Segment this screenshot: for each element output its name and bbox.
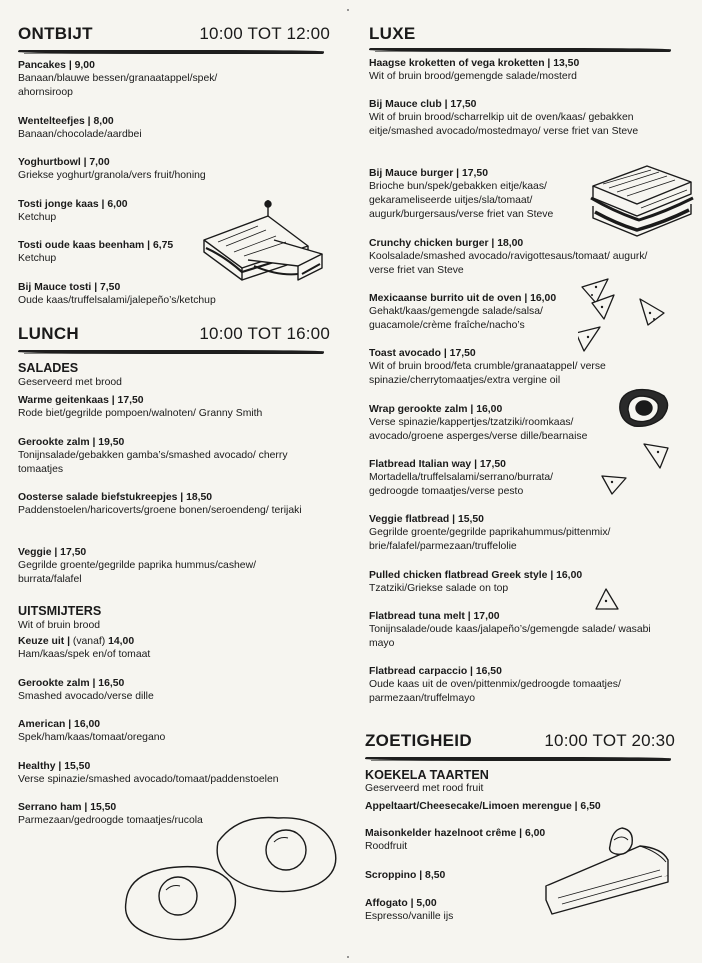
item-name: Appeltaart/Cheesecake/Limoen merengue | 6,50	[365, 801, 601, 812]
fried-eggs-icon	[118, 812, 346, 948]
item-name: Flatbread tuna melt | 17,00	[369, 611, 500, 622]
item-desc: Parmezaan/gedroogde tomaatjes/rucola	[18, 815, 203, 826]
menu-item	[369, 610, 684, 651]
item-name: Bij Mauce club | 17,50	[369, 99, 477, 110]
menu-item	[18, 436, 330, 477]
item-desc: Tzatziki/Griekse salade on top	[369, 583, 509, 594]
item-desc: Banaan/blauwe bessen/granaatappel/spek/ ahornsiroop	[18, 73, 218, 98]
item-desc: Koolsalade/smashed avocado/ravigottesaus/tomaat/ augurk/ verse friet van Steve	[369, 251, 648, 276]
menu-item-keuze	[18, 635, 330, 662]
item-name: Wrap gerookte zalm | 16,00	[369, 404, 503, 415]
zoetigheid-title: ZOETIGHEID	[365, 731, 472, 750]
keuze-label: Keuze uit |	[18, 636, 70, 647]
item-name: Serrano ham | 15,50	[18, 802, 117, 813]
luxe-divider	[369, 48, 671, 52]
item-name: Wentelteefjes | 8,00	[18, 116, 114, 127]
item-desc: Verse spinazie/kappertjes/tzatziki/roomkaas/ avocado/groene asperges/verse dille/bearnaise	[369, 417, 588, 442]
zoetigheid-time: 10:00 TOT 20:30	[544, 731, 675, 750]
item-desc: Smashed avocado/verse dille	[18, 691, 154, 702]
item-desc: Wit of bruin brood/feta crumble/granaatappel/ verse spinazie/cherrytomaatjes/extra vergine oil	[369, 361, 606, 386]
item-desc: Brioche bun/spek/gebakken eitje/kaas/ gekarameliseerde uitjes/sla/tomaat/ augurk/burgersaus/verse friet van Steve	[369, 181, 554, 220]
menu-item	[369, 665, 684, 706]
item-name: Mexicaanse burrito uit de oven | 16,00	[369, 293, 557, 304]
koekela-title: KOEKELA TAARTEN	[365, 768, 489, 782]
menu-item	[369, 513, 684, 554]
item-name: Toast avocado | 17,50	[369, 348, 476, 359]
menu-item	[18, 59, 330, 100]
item-desc: Wit of bruin brood/gemengde salade/mosterd	[369, 71, 577, 82]
luxe-title: LUXE	[369, 24, 416, 43]
item-name: Scroppino | 8,50	[365, 870, 446, 881]
item-desc: Ham/kaas/spek en/of tomaat	[18, 649, 151, 660]
item-name: Healthy | 15,50	[18, 761, 91, 772]
item-name: American | 16,00	[18, 719, 101, 730]
item-desc: Mortadella/truffelsalami/serrano/burrata/ gedroogde tomaatjes/verse pesto	[369, 472, 554, 497]
keuze-vanaf: (vanaf)	[69, 636, 109, 647]
item-name: Affogato | 5,00	[365, 898, 437, 909]
lunch-header	[18, 324, 330, 344]
crop-mark	[347, 9, 349, 11]
ontbijt-header	[18, 24, 330, 44]
item-name: Veggie flatbread | 15,50	[369, 514, 484, 525]
crop-mark	[347, 956, 349, 958]
item-name: Tosti jonge kaas | 6,00	[18, 199, 128, 210]
salades-note: Geserveerd met brood	[18, 377, 122, 388]
lunch-title: LUNCH	[18, 324, 79, 343]
item-desc: Spek/ham/kaas/tomaat/oregano	[18, 732, 166, 743]
item-desc: Verse spinazie/smashed avocado/tomaat/paddenstoelen	[18, 774, 279, 785]
item-desc: Rode biet/gegrilde pompoen/walnoten/ Granny Smith	[18, 408, 263, 419]
menu-item	[18, 156, 330, 183]
menu-item	[369, 98, 684, 139]
item-name: Crunchy chicken burger | 18,00	[369, 238, 524, 249]
menu-item	[365, 800, 675, 813]
item-desc: Ketchup	[18, 212, 57, 223]
menu-item	[18, 760, 330, 787]
item-desc: Wit of bruin brood/scharrelkip uit de oven/kaas/ gebakken eitje/smashed avocado/mostedmayo/ verse friet van Steve	[369, 112, 639, 137]
menu-item	[18, 394, 330, 421]
item-name: Tosti oude kaas beenham | 6,75	[18, 240, 174, 251]
item-name: Bij Mauce tosti | 7,50	[18, 282, 121, 293]
menu-item	[18, 546, 330, 587]
ontbijt-divider	[18, 50, 324, 54]
menu-item	[369, 569, 684, 596]
item-name: Bij Mauce burger | 17,50	[369, 168, 488, 179]
item-name: Warme geitenkaas | 17,50	[18, 395, 144, 406]
item-name: Flatbread carpaccio | 16,50	[369, 666, 502, 677]
item-name: Gerookte zalm | 19,50	[18, 437, 125, 448]
nacho-chip-small-icon	[592, 587, 622, 615]
item-desc: Tonijnsalade/gebakken gamba’s/smashed avocado/ cherry tomaatjes	[18, 450, 288, 475]
ontbijt-title: ONTBIJT	[18, 24, 93, 43]
lunch-time: 10:00 TOT 16:00	[199, 324, 330, 343]
zoetigheid-header	[365, 731, 675, 751]
item-desc: Gehakt/kaas/gemengde salade/salsa/ guacamole/crème fraîche/nacho’s	[369, 306, 543, 331]
item-desc: Espresso/vanille ijs	[365, 911, 454, 922]
sandwich-tosti-icon	[198, 196, 326, 290]
menu-item	[18, 491, 330, 518]
zoetigheid-divider	[365, 757, 671, 761]
lunch-divider	[18, 350, 324, 354]
luxe-header	[369, 24, 684, 44]
item-name: Pancakes | 9,00	[18, 60, 95, 71]
salades-title: SALADES	[18, 361, 79, 375]
menu-item	[369, 57, 684, 84]
item-desc: Oude kaas/truffelsalami/jalepeño’s/ketchup	[18, 295, 216, 306]
item-name: Pulled chicken flatbread Greek style | 16,00	[369, 570, 583, 581]
item-name: Veggie | 17,50	[18, 547, 87, 558]
avocado-icon	[614, 382, 672, 430]
item-name: Gerookte zalm | 16,50	[18, 678, 125, 689]
item-desc: Gegrilde groente/gegrilde paprika hummus/cashew/ burrata/falafel	[18, 560, 256, 585]
menu-item	[18, 115, 330, 142]
cake-slice-icon	[540, 826, 672, 920]
koekela-note: Geserveerd met rood fruit	[365, 783, 484, 794]
club-sandwich-icon	[587, 160, 697, 244]
item-name: Flatbread Italian way | 17,50	[369, 459, 506, 470]
item-desc: Paddenstoelen/haricoverts/groene bonen/seroendeng/ terijaki	[18, 505, 302, 516]
menu-item	[18, 718, 330, 745]
item-desc: Oude kaas uit de oven/pittenmix/gedroogde tomaatjes/ parmezaan/truffelmayo	[369, 679, 621, 704]
uitsmijters-title: UITSMIJTERS	[18, 604, 102, 618]
item-name: Oosterse salade biefstukreepjes | 18,50	[18, 492, 213, 503]
item-desc: Ketchup	[18, 253, 57, 264]
uitsmijters-note: Wit of bruin brood	[18, 620, 101, 631]
keuze-price: 14,00	[108, 636, 135, 647]
item-desc: Gegrilde groente/gegrilde paprikahummus/pittenmix/ brie/falafel/parmezaan/truffelolie	[369, 527, 611, 552]
item-name: Yoghurtbowl | 7,00	[18, 157, 110, 168]
ontbijt-time: 10:00 TOT 12:00	[199, 24, 330, 43]
item-name: Maisonkelder hazelnoot crême | 6,00	[365, 828, 546, 839]
item-desc: Griekse yoghurt/granola/vers fruit/honing	[18, 170, 206, 181]
item-desc: Banaan/chocolade/aardbei	[18, 129, 142, 140]
item-name: Haagse kroketten of vega kroketten | 13,50	[369, 58, 580, 69]
nacho-chip-icon	[600, 438, 672, 498]
item-desc: Tonijnsalade/oude kaas/jalapeño’s/gemengde salade/ wasabi mayo	[369, 624, 651, 649]
menu-item	[18, 677, 330, 704]
item-desc: Roodfruit	[365, 841, 408, 852]
nacho-chips-icon	[578, 273, 670, 355]
